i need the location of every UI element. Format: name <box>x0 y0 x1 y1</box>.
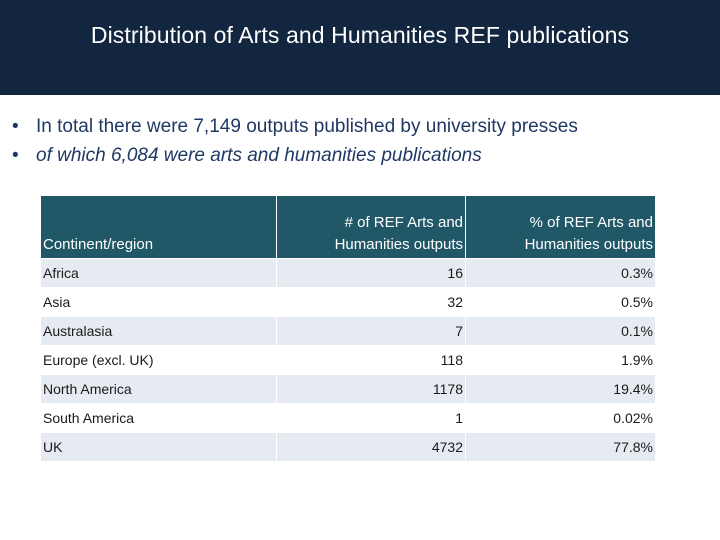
header-percent-line1: % of REF Arts and <box>529 214 653 231</box>
header-count <box>277 196 466 259</box>
table-row <box>41 259 655 288</box>
cell-region: Asia <box>41 288 277 317</box>
header-count-line2: Humanities outputs <box>334 236 463 253</box>
table-row <box>41 317 655 346</box>
cell-region: Africa <box>41 259 277 288</box>
cell-percent: 1.9% <box>466 346 656 375</box>
header-percent <box>466 196 656 259</box>
cell-percent: 77.8% <box>466 433 656 462</box>
bullet-item <box>12 141 578 170</box>
table-row <box>41 346 655 375</box>
table-row <box>41 375 655 404</box>
cell-count: 1 <box>277 404 466 433</box>
header-region <box>41 196 277 259</box>
bullet-item <box>12 112 578 141</box>
cell-count: 7 <box>277 317 466 346</box>
cell-count: 4732 <box>277 433 466 462</box>
table-header-row <box>41 196 655 259</box>
cell-region: Europe (excl. UK) <box>41 346 277 375</box>
cell-region: South America <box>41 404 277 433</box>
table-row <box>41 288 655 317</box>
bullet-text: of which 6,084 were arts and humanities publications <box>36 145 482 166</box>
header-percent-line2: Humanities outputs <box>524 236 653 253</box>
cell-percent: 0.02% <box>466 404 656 433</box>
bullet-marker: • <box>12 116 19 137</box>
title-bar <box>0 0 720 95</box>
table-row <box>41 433 655 462</box>
slide-title: Distribution of Arts and Humanities REF publications <box>90 22 630 48</box>
table-row <box>41 404 655 433</box>
cell-percent: 19.4% <box>466 375 656 404</box>
bullet-marker: • <box>12 145 19 166</box>
cell-count: 118 <box>277 346 466 375</box>
bullet-list <box>12 112 578 170</box>
cell-percent: 0.5% <box>466 288 656 317</box>
header-count-line1: # of REF Arts and <box>344 214 463 231</box>
cell-region: Australasia <box>41 317 277 346</box>
header-region-label: Continent/region <box>43 236 154 253</box>
cell-region: UK <box>41 433 277 462</box>
cell-percent: 0.1% <box>466 317 656 346</box>
cell-percent: 0.3% <box>466 259 656 288</box>
cell-count: 16 <box>277 259 466 288</box>
publications-table <box>41 196 655 462</box>
bullet-text: In total there were 7,149 outputs published by university presses <box>36 116 578 137</box>
cell-count: 1178 <box>277 375 466 404</box>
cell-region: North America <box>41 375 277 404</box>
cell-count: 32 <box>277 288 466 317</box>
